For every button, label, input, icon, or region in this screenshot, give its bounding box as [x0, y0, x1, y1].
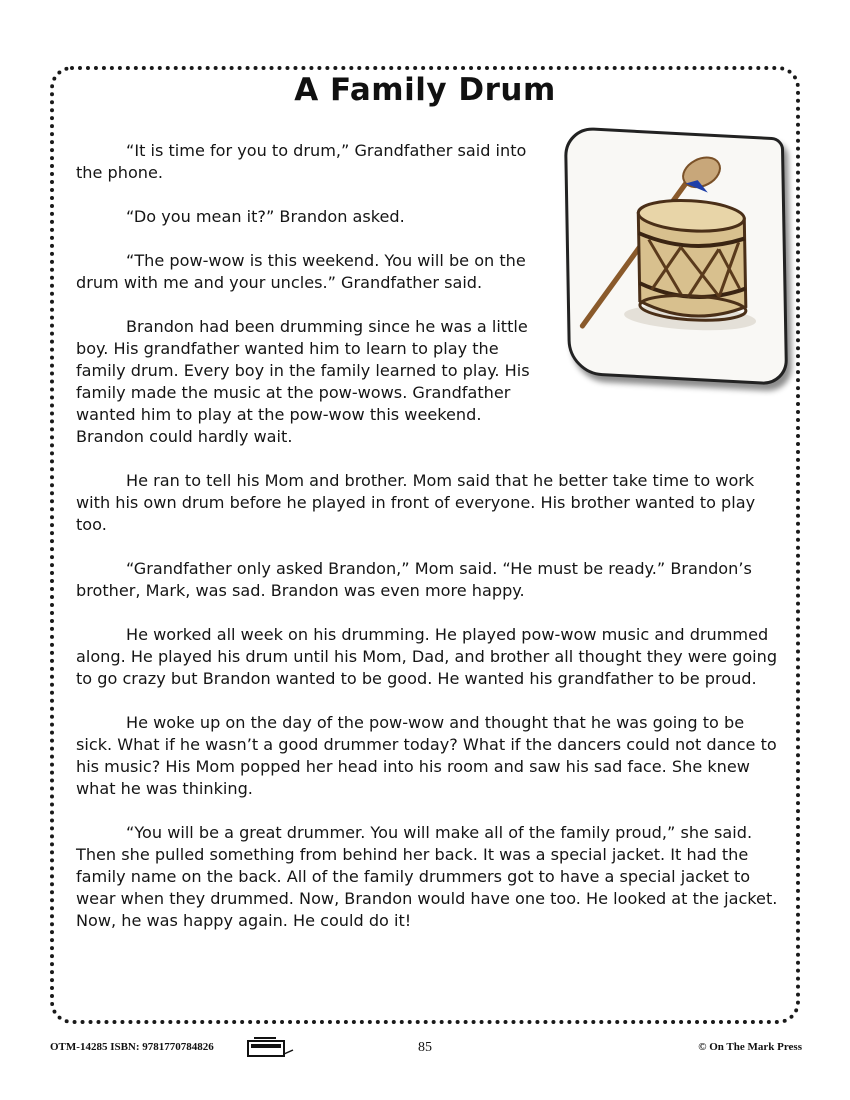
- footer-isbn: OTM-14285 ISBN: 9781770784826: [50, 1041, 214, 1053]
- story-paragraph: “Do you mean it?” Brandon asked.: [126, 207, 405, 226]
- story-paragraph: “Grandfather only asked Brandon,” Mom said. “He must be ready.” Brandon’s brother, Mark, was sad. Brandon was even more happy.: [76, 559, 752, 600]
- story-text: [76, 140, 778, 954]
- story-paragraph: Brandon had been drumming since he was a little boy. His grandfather wanted him to learn to play the family drum. Every boy in the family learned to play. His family made the music at the pow-wows. Grandfather wanted him to play at the pow-wow this weekend. Brandon could hardly wait.: [76, 317, 530, 446]
- story-paragraph: “The pow-wow is this weekend. You will be on the drum with me and your uncles.” Grandfather said.: [76, 251, 526, 292]
- story-paragraph: He woke up on the day of the pow-wow and thought that he was going to be sick. What if he wasn’t a good drummer today? What if the dancers could not dance to his music? His Mom popped her head into his room and saw his sad face. She knew what he was thinking.: [76, 713, 777, 798]
- footer-copyright: © On The Mark Press: [698, 1041, 802, 1053]
- page-title: A Family Drum: [294, 72, 556, 108]
- story-paragraph: “It is time for you to drum,” Grandfather said into the phone.: [76, 141, 527, 182]
- story-paragraph: He worked all week on his drumming. He played pow-wow music and drummed along. He played his drum until his Mom, Dad, and brother all thought they were going to go crazy but Brandon wanted to be good. He wanted his grandfather to be proud.: [76, 625, 778, 688]
- page-number: 85: [418, 1040, 432, 1055]
- story-paragraph: “You will be a great drummer. You will make all of the family proud,” she said. Then she pulled something from behind her back. It was a special jacket. It had the family name on the back. All of the family drummers got to have a special jacket to wear when they drummed. Now, Brandon would have one too. He looked at the jacket. Now, he was happy again. He could do it!: [76, 823, 778, 930]
- story-paragraph: He ran to tell his Mom and brother. Mom said that he better take time to work with his own drum before he played in front of everyone. His brother wanted to play too.: [76, 471, 756, 534]
